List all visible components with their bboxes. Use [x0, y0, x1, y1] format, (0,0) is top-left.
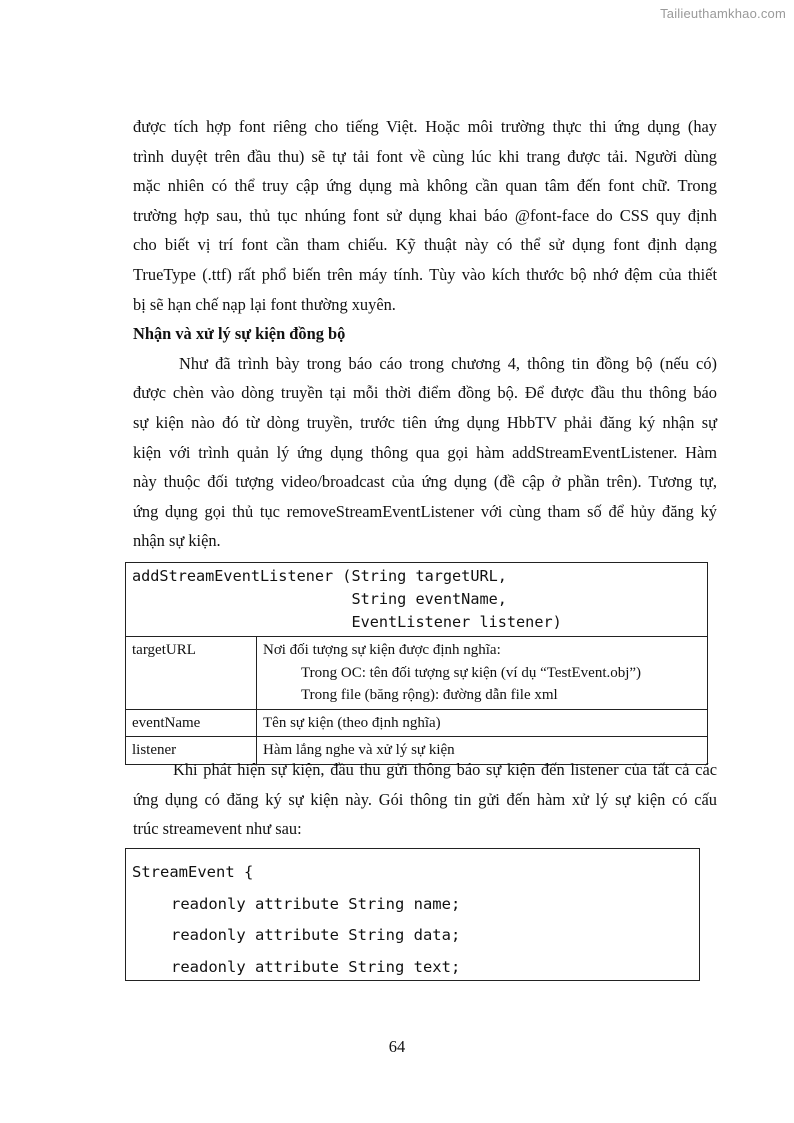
param-name: eventName	[126, 709, 257, 737]
param-desc-sub: Trong OC: tên đối tượng sự kiện (ví dụ “TestEvent.obj”)	[301, 664, 642, 681]
code-line: readonly attribute String text;	[171, 957, 461, 976]
text-line: ứng dụng gọi thủ tục removeStreamEventListener với cùng tham số để hủy đăng ký	[133, 501, 717, 521]
param-desc: Tên sự kiện (theo định nghĩa)	[257, 709, 708, 737]
table-row	[126, 709, 708, 737]
text-line: ứng dụng có đăng ký sự kiện này. Gói thông tin gửi đến hàm xử lý sự kiện có cấu	[133, 789, 717, 809]
text-line: này thuộc đối tượng video/broadcast của ứng dụng (đề cập ở phần trên). Tương tự,	[133, 472, 717, 492]
text-line: TrueType (.ttf) rất phổ biến trên máy tính. Tùy vào kích thước bộ nhớ đệm của thiết	[133, 264, 717, 284]
text-line: trình duyệt trên đầu thu) sẽ tự tải font về cùng lúc khi trang được tải. Người dùng	[133, 146, 717, 166]
section-heading: Nhận và xử lý sự kiện đồng bộ	[133, 324, 346, 344]
paragraph-stream-events	[133, 349, 717, 556]
code-line: EventListener listener)	[132, 613, 562, 631]
watermark: Tailieuthamkhao.com	[660, 6, 786, 21]
text-line: được tích hợp font riêng cho tiếng Việt. Hoặc môi trường thực thi ứng dụng (hay	[133, 117, 717, 136]
param-desc: Hàm lắng nghe và xử lý sự kiện	[257, 737, 708, 765]
text-line: trường hợp sau, thủ tục nhúng font sử dụng khai báo @font-face do CSS quy định	[133, 205, 717, 225]
param-desc	[257, 637, 708, 710]
param-name: targetURL	[126, 637, 257, 710]
signature-code	[126, 563, 708, 637]
text-line: kiện với trình quản lý ứng dụng thông qua gọi hàm addStreamEventListener. Hàm	[133, 442, 717, 462]
text-line: trúc streamevent như sau:	[133, 819, 302, 839]
param-desc-text: Nơi đối tượng sự kiện được định nghĩa:	[263, 642, 501, 658]
text-line: Khi phát hiện sự kiện, đầu thu gửi thông báo sự kiện đến listener của tất cả các	[173, 760, 717, 779]
param-name: listener	[126, 737, 257, 765]
code-line: String eventName,	[132, 590, 507, 608]
code-line: addStreamEventListener (String targetURL,	[132, 567, 507, 585]
text-line: mặc nhiên có thể truy cập ứng dụng mà không cần quan tâm đến font chữ. Trong	[133, 176, 717, 196]
signature-row	[126, 563, 708, 637]
paragraph-listener	[133, 755, 717, 844]
function-signature-table	[125, 562, 708, 765]
text-line: được chèn vào dòng truyền tại mỗi thời điểm đồng bộ. Để được đầu thu thông báo	[133, 383, 717, 403]
page-number: 64	[388, 1037, 406, 1056]
text-line: sự kiện nào đó từ dòng truyền, trước tiên ứng dụng HbbTV phải đăng ký nhận sự	[133, 412, 717, 432]
text-line: cho biết vị trí font cần tham chiếu. Kỹ thuật này có thể sử dụng font định dạng	[133, 235, 717, 255]
paragraph-font-embedding	[133, 112, 717, 319]
param-desc-sub: Trong file (băng rộng): đường dẫn file xml	[301, 687, 558, 703]
stream-event-code-block	[125, 848, 700, 981]
page-body	[133, 112, 717, 556]
code-line: readonly attribute String data;	[171, 926, 461, 944]
code-line: readonly attribute String name;	[171, 894, 461, 913]
table-row	[126, 637, 708, 710]
text-line: bị sẽ hạn chế nạp lại font thường xuyên.	[133, 294, 396, 314]
text-line: Như đã trình bày trong báo cáo trong chương 4, thông tin đồng bộ (nếu có)	[179, 353, 717, 373]
text-line: nhận sự kiện.	[133, 531, 221, 551]
code-line: StreamEvent {	[132, 863, 254, 881]
